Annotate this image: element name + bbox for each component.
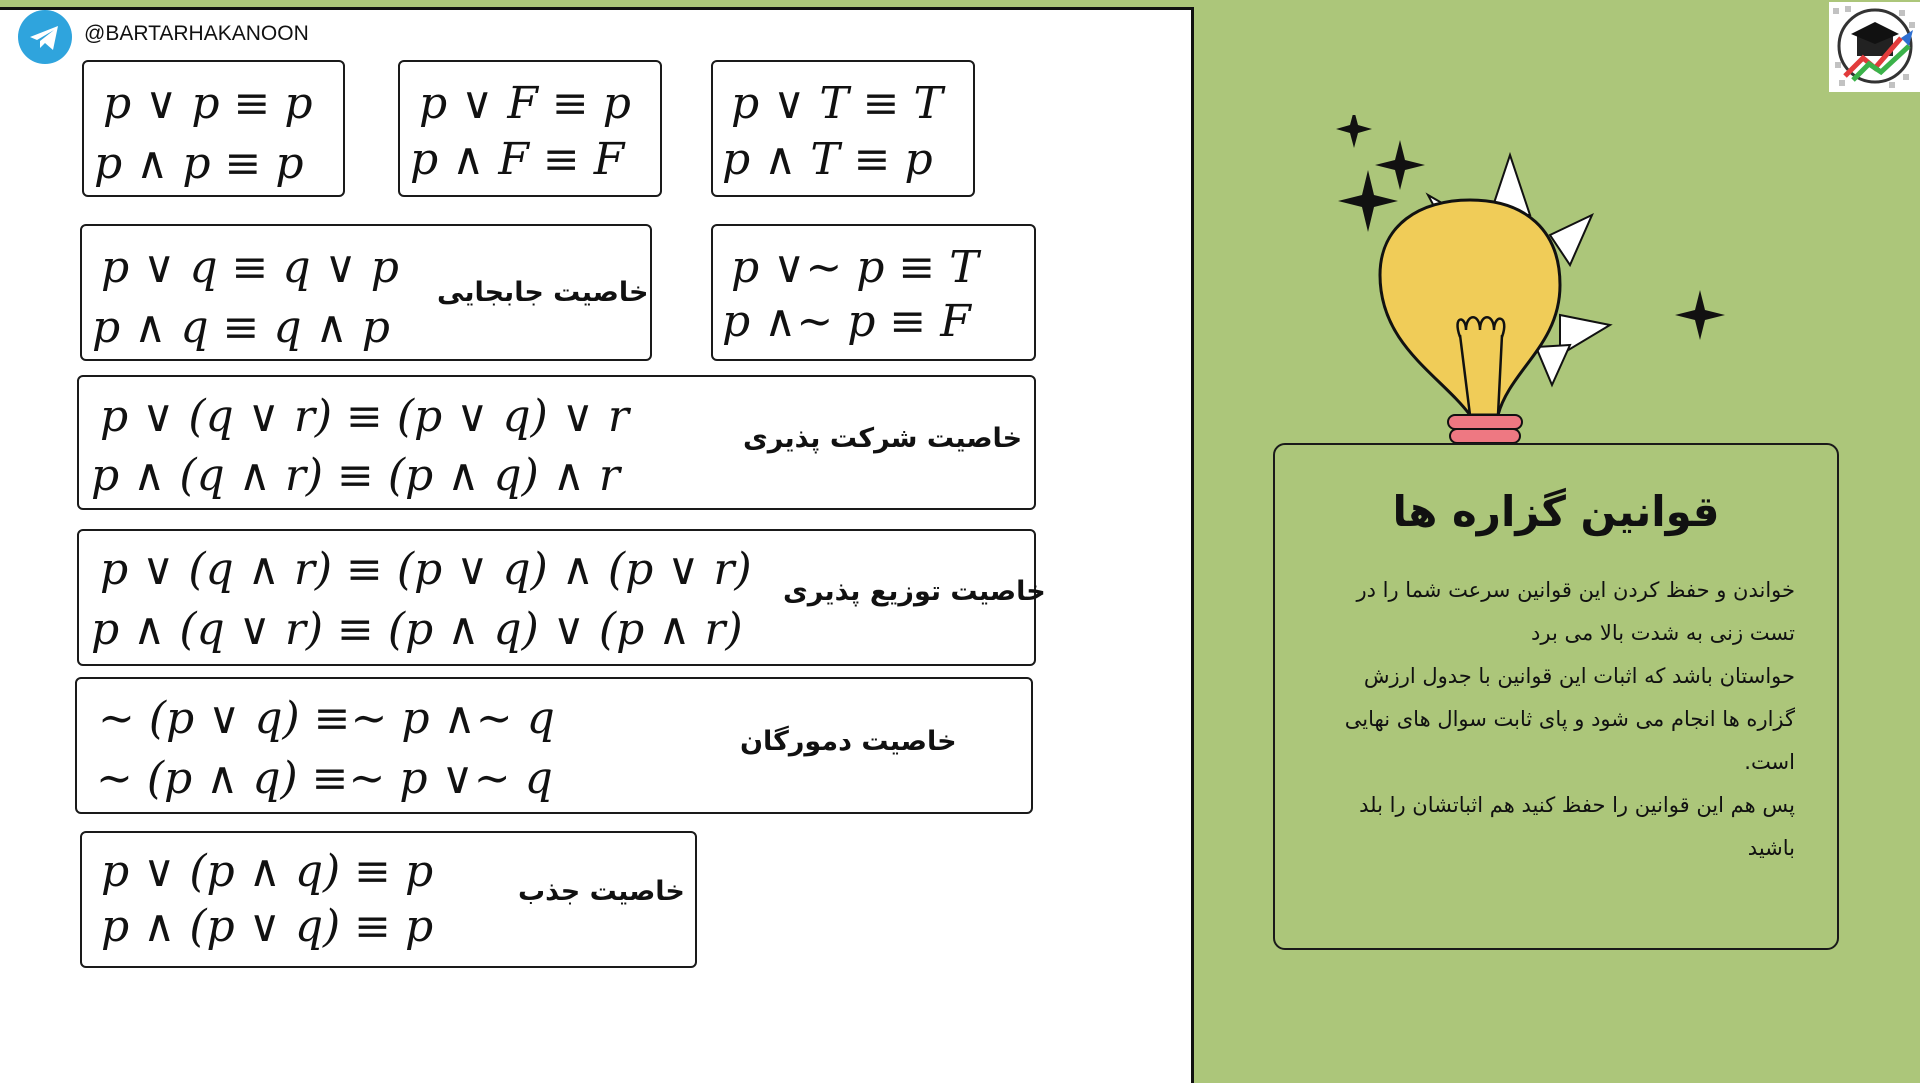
formula-commutative-or: p ∨ q ≡ q ∨ p	[101, 242, 399, 293]
label-absorption: خاصیت جذب	[518, 876, 685, 907]
label-associative: خاصیت شرکت پذیری	[743, 423, 1023, 454]
formula-demorgan-and: ∼ (p ∧ q) ≡∼ p ∨∼ q	[96, 753, 553, 804]
formula-distributive-and: p ∧ (q ∨ r) ≡ (p ∧ q) ∨ (p ∧ r)	[91, 604, 743, 655]
label-demorgan: خاصیت دمورگان	[740, 726, 957, 757]
lightbulb-illustration	[1320, 115, 1740, 475]
card-paragraph: خواندن و حفظ کردن این قوانین سرعت شما را در تست زنی به شدت بالا می برد	[1356, 578, 1795, 645]
card-paragraph: پس هم این قوانین را حفظ کنید هم اثباتشان را بلد باشید	[1359, 793, 1795, 860]
top-strip	[0, 0, 1920, 7]
telegram-icon[interactable]	[18, 10, 72, 64]
formula-identity-t-and: p ∧ T ≡ p	[722, 134, 933, 185]
formula-absorption-or: p ∨ (p ∧ q) ≡ p	[101, 846, 434, 897]
formula-identity-f-and: p ∧ F ≡ F	[410, 134, 625, 185]
brand-logo-icon	[1829, 2, 1920, 92]
formula-demorgan-or: ∼ (p ∨ q) ≡∼ p ∧∼ q	[98, 693, 555, 744]
card-paragraph: حواستان باشد که اثبات این قوانین با جدول ارزش گزاره ها انجام می شود و پای ثابت سوال های نهایی است.	[1344, 664, 1795, 774]
formula-identity-f-or: p ∨ F ≡ p	[419, 78, 631, 129]
channel-handle[interactable]: @BARTARHAKANOON	[84, 22, 309, 45]
label-distributive: خاصیت توزیع پذیری	[783, 576, 1046, 607]
card-body	[1330, 569, 1795, 870]
formula-absorption-and: p ∧ (p ∨ q) ≡ p	[101, 901, 434, 952]
formula-distributive-or: p ∨ (q ∧ r) ≡ (p ∨ q) ∧ (p ∨ r)	[100, 544, 752, 595]
formula-idempotent-or: p ∨ p ≡ p	[103, 78, 313, 129]
card-title: قوانین گزاره ها	[1392, 487, 1720, 536]
info-card	[1273, 443, 1839, 950]
formula-identity-t-or: p ∨ T ≡ T	[731, 78, 943, 129]
formula-complement-and: p ∧∼ p ≡ F	[722, 296, 971, 347]
formula-complement-or: p ∨∼ p ≡ T	[731, 242, 979, 293]
formula-associative-or: p ∨ (q ∨ r) ≡ (p ∨ q) ∨ r	[100, 391, 629, 442]
lightbulb-icon	[1320, 115, 1740, 475]
label-commutative: خاصیت جابجایی	[437, 277, 649, 308]
formula-commutative-and: p ∧ q ≡ q ∧ p	[92, 302, 390, 353]
formula-idempotent-and: p ∧ p ≡ p	[94, 138, 304, 189]
formula-associative-and: p ∧ (q ∧ r) ≡ (p ∧ q) ∧ r	[91, 450, 620, 501]
